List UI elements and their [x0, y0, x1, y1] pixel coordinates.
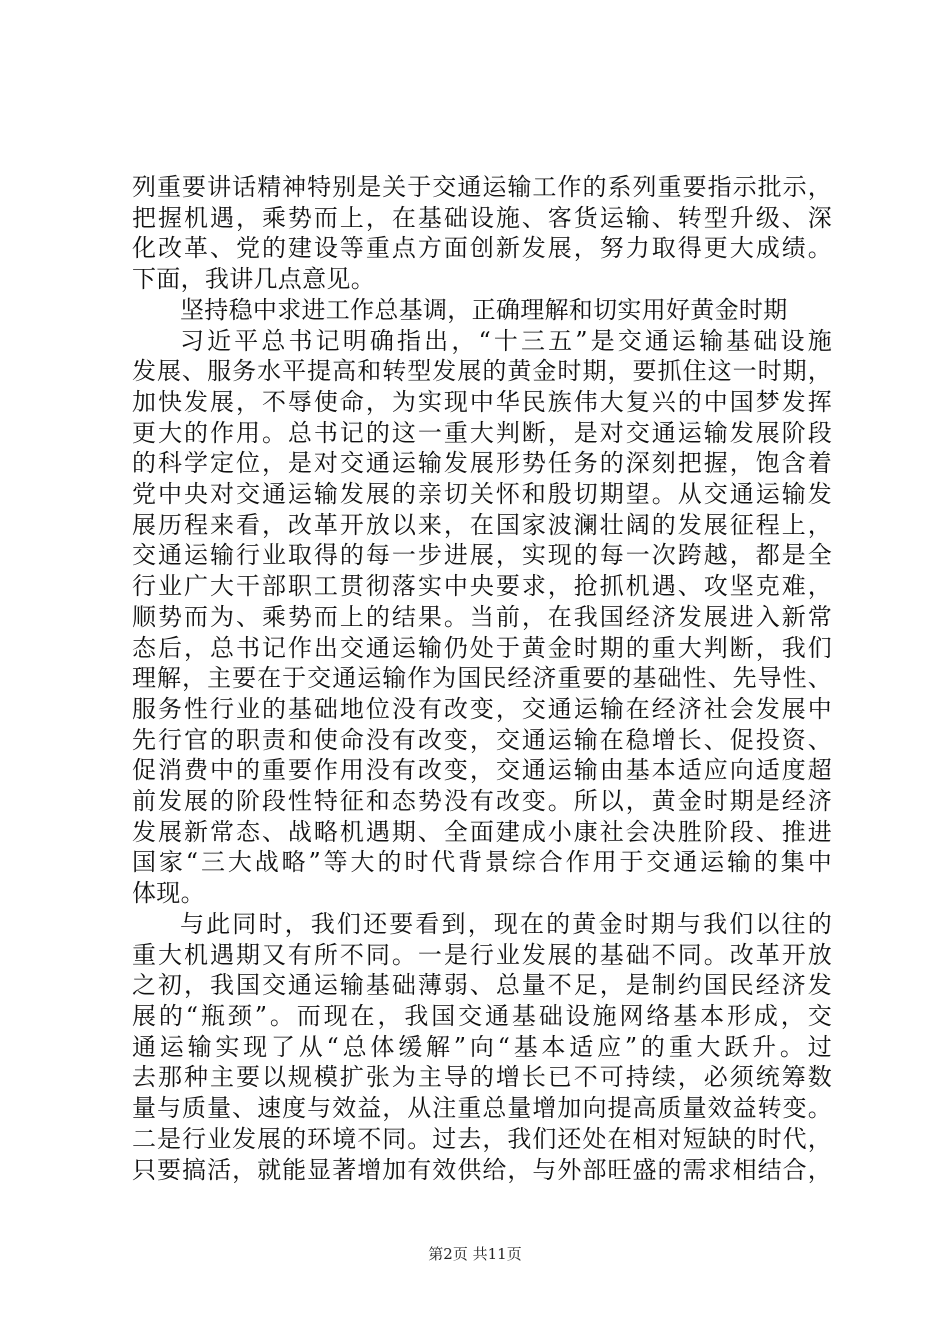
- text-line: 先行官的职责和使命没有改变，交通运输在稳增长、促投资、: [132, 725, 832, 754]
- paragraph: [132, 295, 832, 326]
- text-line: 去那种主要以规模扩张为主导的增长已不可持续，必须统筹数: [132, 1063, 832, 1092]
- text-line: 加快发展，不辱使命，为实现中华民族伟大复兴的中国梦发挥: [132, 387, 832, 416]
- paragraph: [132, 326, 832, 909]
- text-line: 行业广大干部职工贯彻落实中央要求，抢抓机遇、攻坚克难，: [132, 572, 832, 601]
- text-line: 服务性行业的基础地位没有改变，交通运输在经济社会发展中: [132, 694, 832, 723]
- text-line: 重大机遇期又有所不同。一是行业发展的基础不同。改革开放: [132, 940, 832, 969]
- text-line: 的科学定位，是对交通运输发展形势任务的深刻把握，饱含着: [132, 449, 832, 478]
- text-line: 只要搞活，就能显著增加有效供给，与外部旺盛的需求相结合，: [132, 1155, 832, 1184]
- text-line: 与此同时，我们还要看到，现在的黄金时期与我们以往的: [180, 909, 832, 938]
- text-line: 党中央对交通运输发展的亲切关怀和殷切期望。从交通运输发: [132, 480, 832, 509]
- text-line: 展历程来看，改革开放以来，在国家波澜壮阔的发展征程上，: [132, 510, 832, 539]
- text-line: 化改革、党的建设等重点方面创新发展，努力取得更大成绩。: [132, 234, 832, 263]
- text-line: 发展新常态、战略机遇期、全面建成小康社会决胜阶段、推进: [132, 817, 832, 846]
- page-footer: 第2页 共11页: [428, 1245, 522, 1263]
- text-line: 更大的作用。总书记的这一重大判断，是对交通运输发展阶段: [132, 418, 832, 447]
- text-line: 量与质量、速度与效益，从注重总量增加向提高质量效益转变。: [132, 1094, 832, 1123]
- text-line: 坚持稳中求进工作总基调，正确理解和切实用好黄金时期: [180, 295, 788, 324]
- text-line: 顺势而为、乘势而上的结果。当前，在我国经济发展进入新常: [132, 602, 832, 631]
- text-line: 列重要讲话精神特别是关于交通运输工作的系列重要指示批示，: [132, 173, 832, 201]
- paragraph: [132, 909, 832, 1185]
- text-line: 二是行业发展的环境不同。过去，我们还处在相对短缺的时代，: [132, 1124, 832, 1153]
- document-body: [132, 172, 832, 1185]
- text-line: 之初，我国交通运输基础薄弱、总量不足，是制约国民经济发: [132, 971, 832, 1000]
- text-line: 下面，我讲几点意见。: [132, 265, 375, 294]
- text-line: 交通运输行业取得的每一步进展，实现的每一次跨越，都是全: [132, 541, 832, 570]
- text-line: 体现。: [132, 879, 205, 908]
- text-line: 把握机遇，乘势而上，在基础设施、客货运输、转型升级、深: [132, 203, 832, 232]
- text-line: 态后，总书记作出交通运输仍处于黄金时期的重大判断，我们: [132, 633, 832, 662]
- paragraph: [132, 172, 832, 295]
- text-line: 促消费中的重要作用没有改变，交通运输由基本适应向适度超: [132, 756, 832, 785]
- text-line: 通运输实现了从“总体缓解”向“基本适应”的重大跃升。过: [132, 1032, 832, 1061]
- text-line: 发展、服务水平提高和转型发展的黄金时期，要抓住这一时期，: [132, 357, 832, 386]
- text-line: 前发展的阶段性特征和态势没有改变。所以，黄金时期是经济: [132, 787, 832, 816]
- text-line: 国家“三大战略”等大的时代背景综合作用于交通运输的集中: [132, 848, 832, 877]
- text-line: 习近平总书记明确指出，“十三五”是交通运输基础设施: [180, 326, 832, 355]
- text-line: 展的“瓶颈”。而现在，我国交通基础设施网络基本形成，交: [132, 1001, 832, 1030]
- text-line: 理解，主要在于交通运输作为国民经济重要的基础性、先导性、: [132, 664, 832, 693]
